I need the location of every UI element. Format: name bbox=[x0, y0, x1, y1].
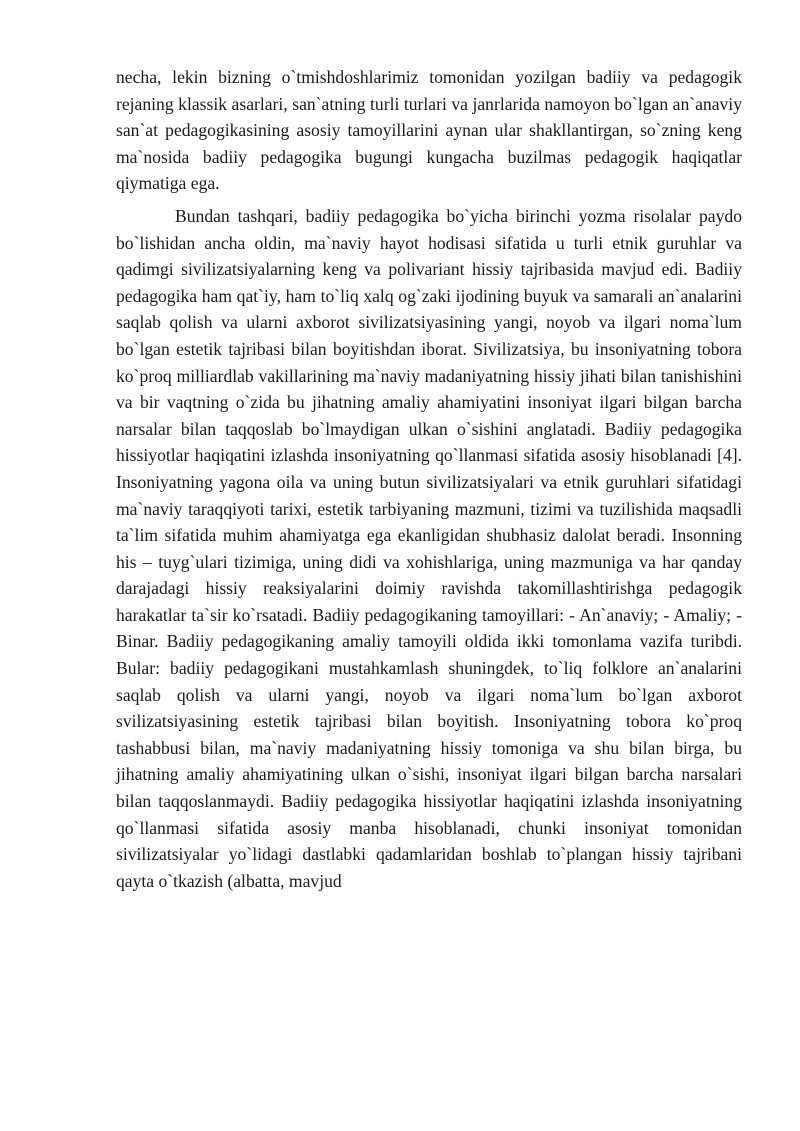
paragraph-main: Bundan tashqari, badiiy pedagogika bo`yicha birinchi yozma risolalar paydo bo`lishidan ancha oldin, ma`naviy hayot hodisasi sifatida u turli etnik guruhlar va qadimgi sivilizatsiyalarning keng va polivariant hissiy tajribasida mavjud edi. Badiiy pedagogika ham qat`iy, ham to`liq xalq og`zaki ijodining buyuk va samarali an`analarini saqlab qolish va ularni axborot sivilizatsiyasining yangi, noyob va ilgari noma`lum bo`lgan estetik tajribasi bilan boyitishdan iborat. Sivilizatsiya, bu insoniyatning tobora ko`proq milliardlab vakillarining ma`naviy madaniyatning hissiy jihati bilan tanishishini va bir vaqtning o`zida bu jihatning amaliy ahamiyatini insoniyat ilgari bilgan barcha narsalar bilan taqqoslab bo`lmaydigan ulkan o`sishini anglatadi. Badiiy pedagogika hissiyotlar haqiqatini izlashda insoniyatning qo`llanmasi sifatida asosiy hisoblanadi [4]. Insoniyatning yagona oila va uning butun sivilizatsiyalari va etnik guruhlari sifatidagi ma`naviy taraqqiyoti tarixi, estetik tarbiyaning mazmuni, tizimi va tuzilishida maqsadli ta`lim sifatida muhim ahamiyatga ega ekanligidan shubhasiz dalolat beradi. Insonning his – tuyg`ulari tizimiga, uning didi va xohishlariga, uning mazmuniga va har qanday darajadagi hissiy reaksiyalarini doimiy ravishda takomillashtirishga pedagogik harakatlar ta`sir ko`rsatadi. Badiiy pedagogikaning tamoyillari: - An`anaviy; - Amaliy; - Binar. Badiiy pedagogikaning amaliy tamoyili oldida ikki tomonlama vazifa turibdi. Bular: badiiy pedagogikani mustahkamlash shuningdek, to`liq folklore an`analarini saqlab qolish va ularni yangi, noyob va ilgari noma`lum bo`lgan axborot svilizatsiyasining estetik tajribasi bilan boyitish. Insoniyatning tobora ko`proq tashabbusi bilan, ma`naviy madaniyatning hissiy tomoniga va shu bilan birga, bu jihatning amaliy ahamiyatining ulkan o`sishi, insoniyat ilgari bilgan barcha narsalari bilan taqqoslanmaydi. Badiiy pedagogika hissiyotlar haqiqatini izlashda insoniyatning qo`llanmasi sifatida asosiy manba hisoblanadi, chunki insoniyat tomonidan sivilizatsiyalar yo`lidagi dastlabki qadamlaridan boshlab to`plangan hissiy tajribani qayta o`tkazish (albatta, mavjud bbox=[116, 205, 742, 891]
paragraph-continuation: necha, lekin bizning o`tmishdoshlarimiz tomonidan yozilgan badiiy va pedagogik rejaning klassik asarlari, san`atning turli turlari va janrlarida namoyon bo`lgan an`anaviy san`at pedagogikasining asosiy tamoyillarini aynan ular shakllantirgan, so`zning keng ma`nosida badiiy pedagogika bugungi kungacha buzilmas pedagogik haqiqatlar qiymatiga ega. bbox=[116, 67, 742, 194]
document-page bbox=[116, 64, 742, 894]
